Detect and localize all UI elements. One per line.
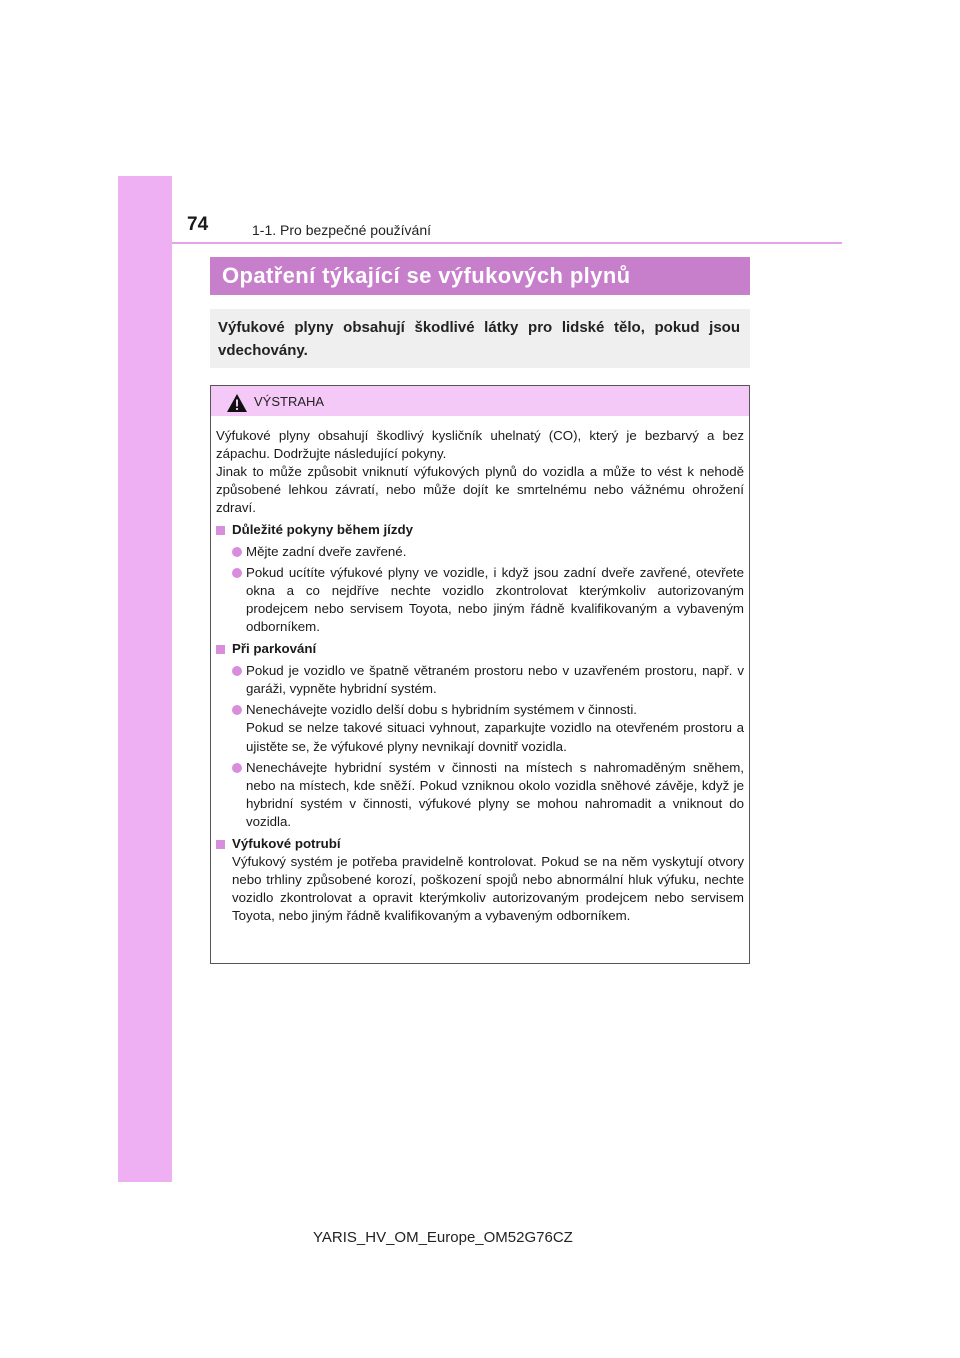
section-paragraph: Výfukový systém je potřeba pravidelně kontrolovat. Pokud se na něm vyskytují otvory nebo trhliny způsobené korozí, poškození spojů nebo abnormální hluk výfuku, nechte vozidlo zkontrolovat a opravit kterýmkoliv autorizovaným prodejcem nebo servisem Toyota, nebo jiným řádně kvalifikovaným a vybaveným odborníkem. [232, 854, 744, 924]
summary-text: Výfukové plyny obsahují škodlivé látky pro lidské tělo, pokud jsou vdechovány. [218, 319, 740, 359]
page-number: 74 [187, 214, 209, 235]
square-bullet-icon [216, 645, 225, 654]
square-bullet-icon [216, 840, 225, 849]
list-item-text: Pokud je vozidlo ve špatně větraném prostoru nebo v uzavřeném prostoru, např. v garáži, vypněte hybridní systém. [246, 662, 744, 696]
section-heading-text: Výfukové potrubí [232, 835, 341, 851]
warning-body [216, 427, 744, 925]
section-heading [216, 640, 744, 658]
list-item [216, 564, 744, 636]
list-item [216, 701, 744, 755]
page-title-bar [210, 257, 750, 295]
document-footer-code: YARIS_HV_OM_Europe_OM52G76CZ [313, 1229, 573, 1246]
round-bullet-icon [232, 705, 242, 715]
header-rule [172, 242, 842, 244]
warning-intro-paragraph: Jinak to může způsobit vniknutí výfukových plynů do vozidla a může to vést k nehodě způsobené lehkou závratí, nebo může dojít ke smrtelnému nebo vážnému ohrožení zdraví. [216, 464, 744, 516]
round-bullet-icon [232, 568, 242, 578]
section-heading [216, 835, 744, 853]
list-item-text: Pokud ucítíte výfukové plyny ve vozidle, i když jsou zadní dveře zavřené, otevřete okna a co nejdříve nechte vozidlo zkontrolovat kterýmkoliv autorizovaným prodejcem nebo servisem Toyota, nebo jiným řádně kvalifikovaným a vybaveným odborníkem. [246, 565, 744, 635]
warning-intro-paragraph: Výfukové plyny obsahují škodlivý kysličník uhelnatý (CO), který je bezbarvý a bez zápachu. Dodržujte následující pokyny. [216, 428, 744, 462]
round-bullet-icon [232, 666, 242, 676]
warning-label: VÝSTRAHA [254, 394, 325, 409]
side-tab-band [118, 176, 172, 1182]
list-item [216, 759, 744, 831]
warning-box [210, 385, 750, 964]
section-heading-text: Při parkování [232, 641, 317, 657]
warning-header [211, 386, 749, 416]
section-running-head: 1-1. Pro bezpečné používání [252, 222, 432, 238]
section-heading [216, 521, 744, 539]
square-bullet-icon [216, 526, 225, 535]
round-bullet-icon [232, 763, 242, 773]
section-heading-text: Důležité pokyny během jízdy [232, 521, 414, 537]
warning-triangle-icon [226, 393, 248, 413]
round-bullet-icon [232, 547, 242, 557]
list-item-text: Nenechávejte hybridní systém v činnosti na místech s nahromaděným sněhem, nebo na místech, kde sněží. Pokud vzniknou okolo vozidla sněhové závěje, když je hybridní systém v činnosti, výfukové plyny se mohou nahromadit a vniknout do vozidla. [246, 760, 744, 830]
list-item-text: Mějte zadní dveře zavřené. [246, 543, 407, 559]
page-title: Opatření týkající se výfukových plynů [222, 263, 631, 288]
summary-box [210, 309, 750, 368]
list-item-text: Nenechávejte vozidlo delší dobu s hybridním systémem v činnosti. Pokud se nelze takové situaci vyhnout, zaparkujte vozidlo na otevřeném prostoru a ujistěte se, že výfukové plyny nevnikají dovnitř vozidla. [246, 702, 744, 754]
list-item [216, 662, 744, 698]
list-item [216, 543, 744, 561]
